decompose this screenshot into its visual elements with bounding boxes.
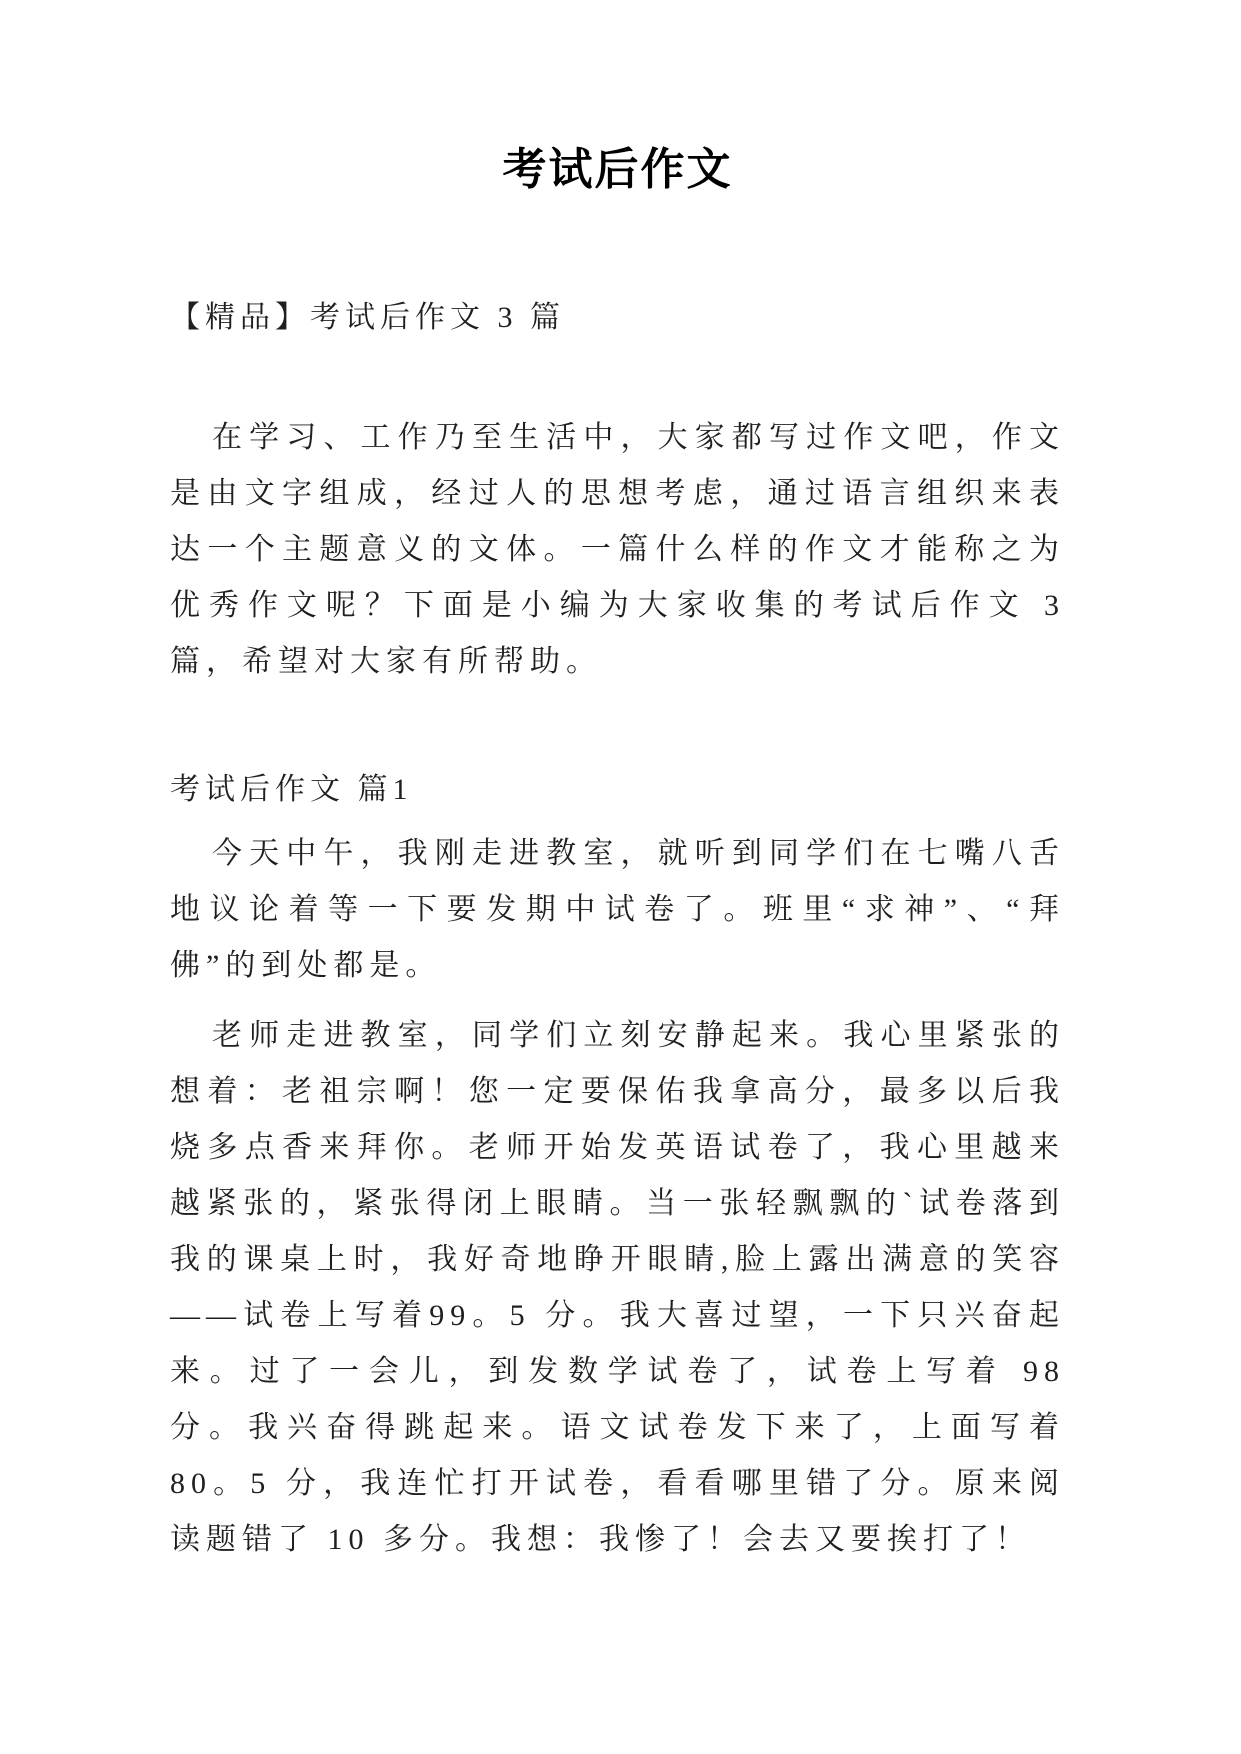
document-title: 考试后作文	[502, 145, 733, 194]
section-heading-essay-1: 考试后作文 篇1	[170, 773, 413, 806]
essay-1-paragraph-1: 今天中午，我刚走进教室，就听到同学们在七嘴八舌地议论着等一下要发期中试卷了。班里“求神”、“拜佛”的到处都是。	[170, 837, 1065, 982]
document-subtitle: 【精品】考试后作文 3 篇	[170, 301, 565, 334]
essay-1-paragraph-2: 老师走进教室，同学们立刻安静起来。我心里紧张的想着：老祖宗啊！您一定要保佑我拿高分，最多以后我烧多点香来拜你。老师开始发英语试卷了，我心里越来越紧张的，紧张得闭上眼睛。当一张轻飘飘的`试卷落到我的课桌上时，我好奇地睁开眼睛,脸上露出满意的笑容——试卷上写着99。5 分。我大喜过望，一下只兴奋起来。过了一会儿，到发数学试卷了，试卷上写着 98 分。我兴奋得跳起来。语文试卷发下来了，上面写着 80。5 分，我连忙打开试卷，看看哪里错了分。原来阅读题错了 10 多分。我想：我惨了！会去又要挨打了！	[170, 1019, 1065, 1556]
intro-paragraph: 在学习、工作乃至生活中，大家都写过作文吧，作文是由文字组成，经过人的思想考虑，通过语言组织来表达一个主题意义的文体。一篇什么样的作文才能称之为优秀作文呢？下面是小编为大家收集的考试后作文 3 篇，希望对大家有所帮助。	[170, 421, 1065, 678]
